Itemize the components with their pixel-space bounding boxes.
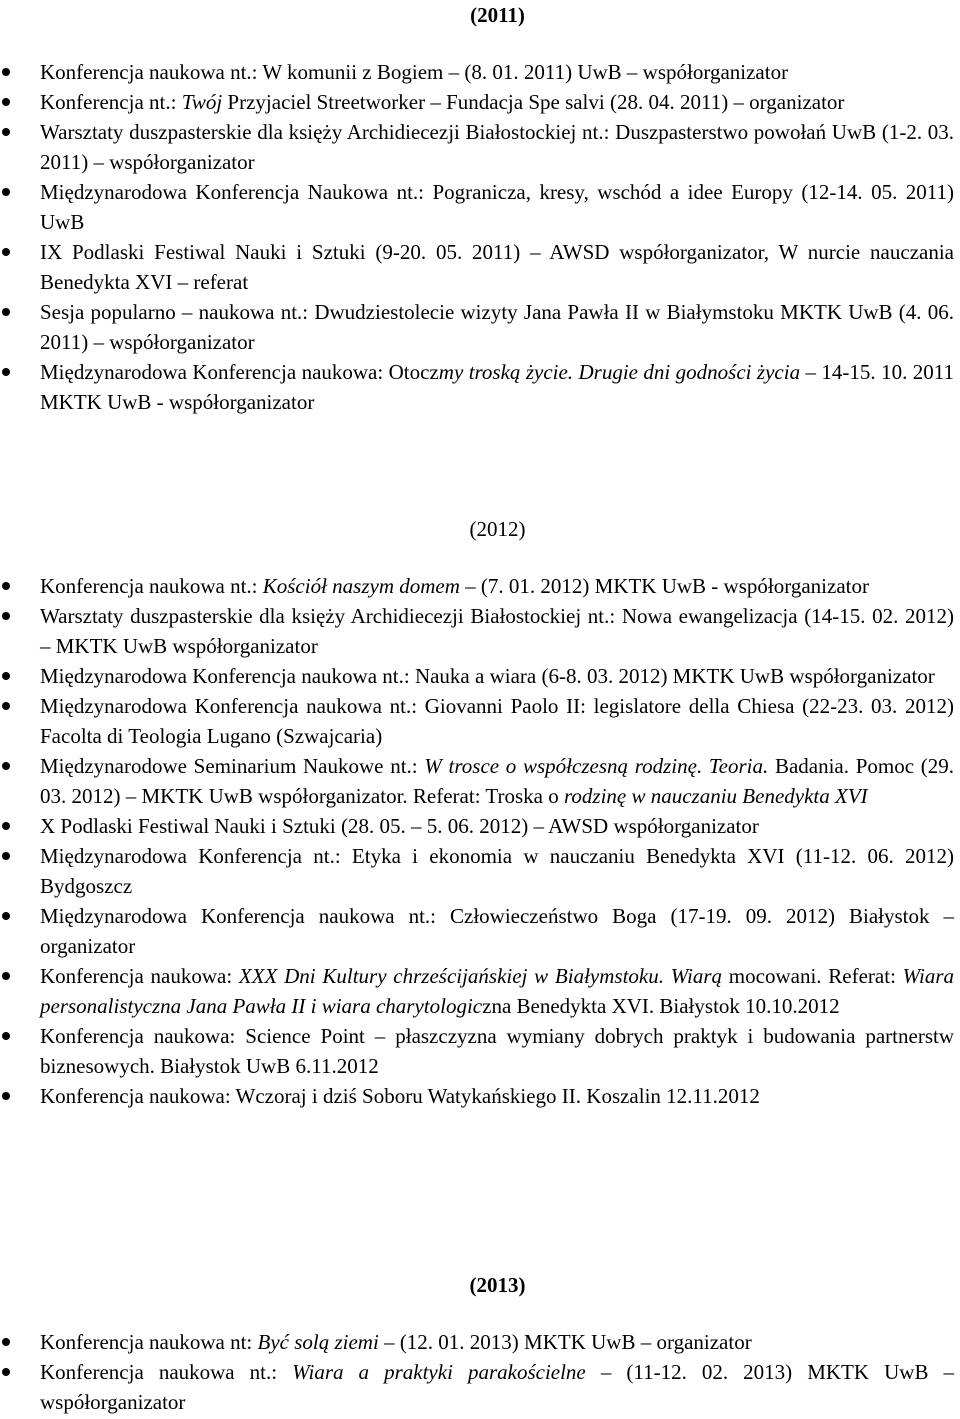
- list-item: [0, 751, 960, 811]
- item-text: [40, 240, 954, 294]
- item-text: [40, 754, 954, 808]
- item-text: [40, 904, 954, 958]
- section-list-2013: [0, 1327, 960, 1417]
- text-run: – (12. 01. 2013) MKTK UwB – organizator: [378, 1330, 752, 1354]
- item-text: [40, 694, 954, 748]
- text-run: Międzynarodowa Konferencja naukowa: Otocz: [40, 360, 439, 384]
- item-text: [40, 60, 788, 84]
- bullet-icon: [2, 98, 10, 106]
- bullet-icon: [2, 852, 10, 860]
- text-run: Konferencja naukowa nt.: W komunii z Bogiem – (8. 01. 2011) UwB – współorganizator: [40, 60, 789, 84]
- item-text: [40, 1330, 752, 1354]
- bullet-icon: [2, 582, 10, 590]
- item-text: [40, 1360, 954, 1414]
- italic-run: Kościół naszym domem: [262, 574, 460, 598]
- text-run: – (11-12. 02. 2013) MKTK UwB – współorganizator: [40, 1360, 954, 1414]
- list-item: [0, 1021, 960, 1081]
- list-item: [0, 177, 960, 237]
- list-item: [0, 661, 960, 691]
- text-run: Warsztaty duszpasterskie dla księży Archidiecezji Białostockiej nt.: Duszpasterstwo powołań UwB (1-2. 03. 2011) – współorganizator: [40, 120, 954, 174]
- text-run: Konferencja naukowa: Science Point – płaszczyzna wymiany dobrych praktyk i budowania partnerstw biznesowych. Białystok UwB 6.11.2012: [40, 1024, 954, 1078]
- list-item: [0, 691, 960, 751]
- text-run: Międzynarodowa Konferencja naukowa nt.: Człowieczeństwo Boga (17-19. 09. 2012) Białystok – organizator: [40, 904, 954, 958]
- bullet-icon: [2, 612, 10, 620]
- item-text: [40, 814, 759, 838]
- list-item: [0, 961, 960, 1021]
- italic-run: my troską życie. Drugie dni godności życia: [438, 360, 801, 384]
- item-text: [40, 180, 954, 234]
- text-run: mocowani. Referat:: [722, 964, 903, 988]
- item-text: [40, 844, 954, 898]
- italic-run: Twój: [181, 90, 223, 114]
- text-run: Międzynarodowa Konferencja naukowa nt.: Nauka a wiara (6-8. 03. 2012) MKTK UwB współorganizator: [40, 664, 935, 688]
- italic-run: Być solą ziemi: [257, 1330, 379, 1354]
- text-run: zna Benedykta XVI. Białystok 10.10.2012: [482, 994, 840, 1018]
- item-text: [40, 604, 954, 658]
- italic-run: Wiara personalistyczna Jana Pawła II i wiara charytologic: [40, 964, 954, 1018]
- text-run: – (7. 01. 2012) MKTK UwB - współorganizator: [459, 574, 869, 598]
- text-run: Przyjaciel Streetworker – Fundacja Spe salvi (28. 04. 2011) – organizator: [222, 90, 845, 114]
- list-item: [0, 357, 960, 417]
- section-list-2011: [0, 57, 960, 417]
- text-run: Konferencja naukowa:: [40, 964, 239, 988]
- section-heading-2013: (2013): [469, 1273, 526, 1297]
- section-heading-2011: (2011): [470, 3, 525, 27]
- bullet-icon: [2, 1338, 10, 1346]
- text-run: Międzynarodowa Konferencja naukowa nt.: Giovanni Paolo II: legislatore della Chiesa (22-23. 03. 2012) Facolta di Teologia Lugano (Szwajcaria): [40, 694, 954, 748]
- text-run: IX Podlaski Festiwal Nauki i Sztuki (9-20. 05. 2011) – AWSD współorganizator, W nurcie nauczania Benedykta XVI – referat: [40, 240, 954, 294]
- list-item: [0, 841, 960, 901]
- list-item: [0, 571, 960, 601]
- text-run: Konferencja naukowa: Wczoraj i dziś Soboru Watykańskiego II. Koszalin 12.11.2012: [40, 1084, 760, 1108]
- list-item: [0, 1357, 960, 1417]
- text-run: Konferencja naukowa nt.:: [40, 574, 263, 598]
- bullet-icon: [2, 1368, 10, 1376]
- bullet-icon: [2, 308, 10, 316]
- text-run: – 14-15. 10. 2011 MKTK UwB - współorganizator: [40, 360, 954, 414]
- item-text: [40, 1024, 954, 1078]
- bullet-icon: [2, 972, 10, 980]
- list-item: [0, 901, 960, 961]
- item-text: [40, 90, 844, 114]
- bullet-icon: [2, 1032, 10, 1040]
- section-heading-2012: (2012): [469, 517, 526, 541]
- italic-run: W trosce o współczesną rodzinę. Teoria.: [424, 754, 769, 778]
- bullet-icon: [2, 672, 10, 680]
- item-text: [40, 964, 954, 1018]
- text-run: Konferencja naukowa nt.:: [40, 1360, 293, 1384]
- bullet-icon: [2, 702, 10, 710]
- list-item: [0, 117, 960, 177]
- list-item: [0, 601, 960, 661]
- text-run: Konferencja naukowa nt:: [40, 1330, 258, 1354]
- italic-run: Wiara a praktyki parakościelne: [292, 1360, 586, 1384]
- text-run: Konferencja nt.:: [40, 90, 182, 114]
- list-item: [0, 1081, 960, 1111]
- item-text: [40, 120, 954, 174]
- text-run: Międzynarodowe Seminarium Naukowe nt.:: [40, 754, 425, 778]
- list-item: [0, 811, 960, 841]
- list-item: [0, 297, 960, 357]
- section-list-2012: [0, 571, 960, 1111]
- bullet-icon: [2, 822, 10, 830]
- list-item: [0, 1327, 960, 1357]
- bullet-icon: [2, 912, 10, 920]
- item-text: [40, 664, 935, 688]
- list-item: [0, 87, 960, 117]
- bullet-icon: [2, 368, 10, 376]
- italic-run: rodzinę w nauczaniu Benedykta XVI: [564, 784, 868, 808]
- bullet-icon: [2, 128, 10, 136]
- list-item: [0, 57, 960, 87]
- bullet-icon: [2, 68, 10, 76]
- text-run: X Podlaski Festiwal Nauki i Sztuki (28. 05. – 5. 06. 2012) – AWSD współorganizator: [40, 814, 759, 838]
- list-item: [0, 237, 960, 297]
- item-text: [40, 574, 869, 598]
- bullet-icon: [2, 762, 10, 770]
- item-text: [40, 300, 954, 354]
- item-text: [40, 360, 954, 414]
- bullet-icon: [2, 1092, 10, 1100]
- text-run: Badania. Pomoc (29. 03. 2012) – MKTK UwB współorganizator. Referat: Troska o: [40, 754, 954, 808]
- text-run: Międzynarodowa Konferencja nt.: Etyka i ekonomia w nauczaniu Benedykta XVI (11-12. 06. 2012) Bydgoszcz: [40, 844, 954, 898]
- italic-run: XXX Dni Kultury chrześcijańskiej w Białymstoku. Wiarą: [238, 964, 723, 988]
- text-run: Warsztaty duszpasterskie dla księży Archidiecezji Białostockiej nt.: Nowa ewangelizacja (14-15. 02. 2012) – MKTK UwB współorganizator: [40, 604, 954, 658]
- bullet-icon: [2, 248, 10, 256]
- text-run: Międzynarodowa Konferencja Naukowa nt.: Pogranicza, kresy, wschód a idee Europy (12-14. 05. 2011) UwB: [40, 180, 954, 234]
- item-text: [40, 1084, 760, 1108]
- text-run: Sesja popularno – naukowa nt.: Dwudziestolecie wizyty Jana Pawła II w Białymstoku MKTK UwB (4. 06. 2011) – współorganizator: [40, 300, 954, 354]
- bullet-icon: [2, 188, 10, 196]
